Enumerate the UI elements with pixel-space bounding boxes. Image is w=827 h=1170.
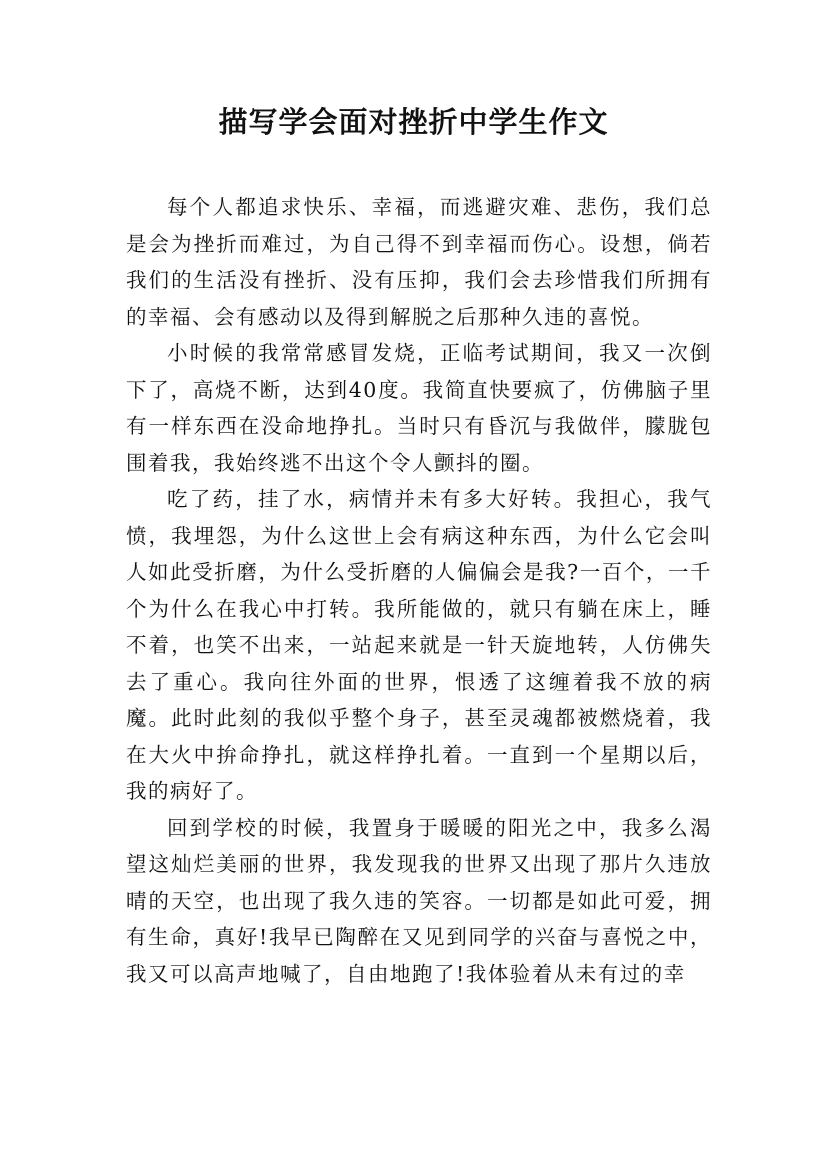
paragraph-3: 吃了药，挂了水，病情并未有多大好转。我担心，我气愤，我埋怨，为什么这世上会有病这种东西，为什么它会叫人如此受折磨，为什么受折磨的人偏偏会是我?一百个，一千个为什么在我心中打转。我所能做的，就只有躺在床上，睡不着，也笑不出来，一站起来就是一针天旋地转，人仿佛失去了重心。我向往外面的世界，恨透了这缠着我不放的病魔。此时此刻的我似乎整个身子，甚至灵魂都被燃烧着，我在大火中拚命挣扎，就这样挣扎着。一直到一个星期以后，我的病好了。 [126,487,712,803]
document-body [126,189,712,992]
paragraph-2: 小时候的我常常感冒发烧，正临考试期间，我又一次倒下了，高烧不断，达到40度。我简直快要疯了，仿佛脑子里有一样东西在没命地挣扎。当时只有昏沉与我做伴，朦胧包围着我，我始终逃不出这个令人颤抖的圈。 [126,341,712,475]
document-title: 描写学会面对挫折中学生作文 [218,105,609,139]
paragraph-4: 回到学校的时候，我置身于暖暖的阳光之中，我多么渴望这灿烂美丽的世界，我发现我的世界又出现了那片久违放晴的天空，也出现了我久违的笑容。一切都是如此可爱，拥有生命，真好!我早已陶醉在又见到同学的兴奋与喜悦之中，我又可以高声地喊了，自由地跑了!我体验着从未有过的幸 [126,815,712,986]
paragraph-1: 每个人都追求快乐、幸福，而逃避灾难、悲伤，我们总是会为挫折而难过，为自己得不到幸福而伤心。设想，倘若我们的生活没有挫折、没有压抑，我们会去珍惜我们所拥有的幸福、会有感动以及得到解脱之后那种久违的喜悦。 [126,195,712,329]
